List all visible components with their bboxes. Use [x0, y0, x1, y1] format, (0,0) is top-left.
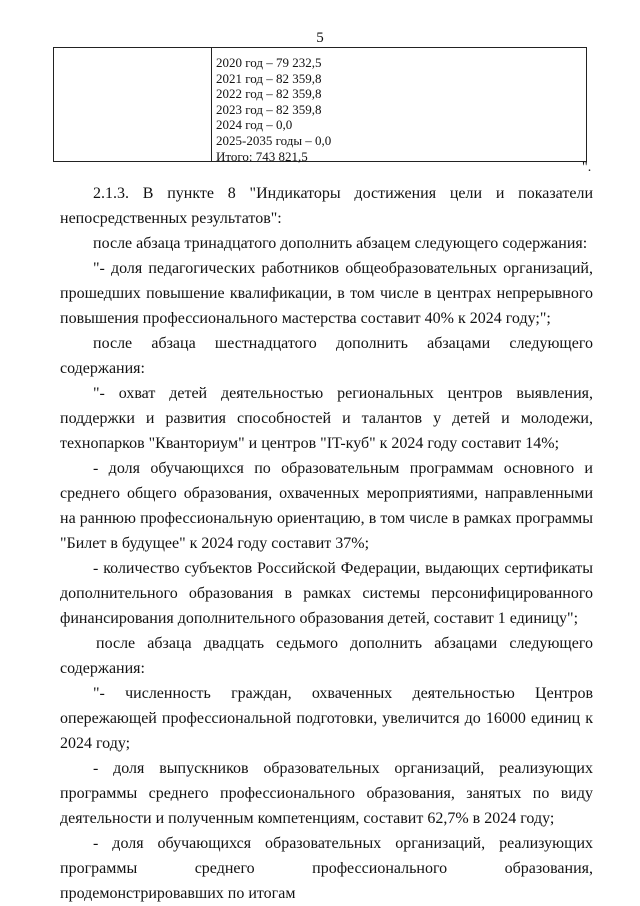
paragraph: - доля выпускников образовательных организаций, реализующих программы среднего профессионального образования, занятых по виду деятельности и полученным компетенциям, составит 62,7% в 2024 году; [60, 760, 593, 827]
funding-line: 2022 год – 82 359,8 [216, 86, 322, 102]
budget-table [53, 47, 587, 162]
table-funding-cell [212, 48, 586, 164]
body-text [60, 181, 593, 906]
paragraph: - доля обучающихся по образовательным программам основного и среднего общего образования, охваченных мероприятиями, направленными на раннюю профессиональную ориентацию, в том числе в рамках программы "Билет в будущее" к 2024 году составит 37%; [60, 460, 593, 552]
paragraph: после абзаца шестнадцатого дополнить абзацами следующего содержания: [60, 335, 593, 377]
funding-total: Итого: 743 821,5 [216, 148, 308, 164]
page-number: 5 [316, 30, 324, 46]
paragraph: "- охват детей деятельностью региональных центров выявления, поддержки и развития способностей и талантов у детей и молодежи, технопарков "Кванториум" и центров "IT-куб" к 2024 году составит 14%; [60, 385, 593, 452]
funding-line: 2023 год – 82 359,8 [216, 101, 322, 117]
paragraph: - количество субъектов Российской Федерации, выдающих сертификаты дополнительного образования в рамках системы персонифицированного финансирования дополнительного образования детей, составит 1 единицу"; [60, 560, 593, 627]
paragraph: "- доля педагогических работников общеобразовательных организаций, прошедших повышение квалификации, в том числе в центрах непрерывного повышения профессионального мастерства составит 40% к 2024 году;"; [60, 260, 593, 327]
funding-line: 2025-2035 годы – 0,0 [216, 132, 332, 148]
paragraph: после абзаца двадцать седьмого дополнить абзацами следующего содержания: [60, 635, 593, 677]
funding-line: 2021 год – 82 359,8 [216, 70, 322, 86]
paragraph: - доля обучающихся образовательных организаций, реализующих программы среднего профессионального образования, продемонстрировавших по итогам [60, 835, 593, 902]
paragraph: "- численность граждан, охваченных деятельностью Центров опережающей профессиональной подготовки, увеличится до 16000 единиц к 2024 году; [60, 685, 593, 752]
paragraph: после абзаца тринадцатого дополнить абзацем следующего содержания: [93, 235, 588, 252]
paragraph: 2.1.3. В пункте 8 "Индикаторы достижения цели и показатели непосредственных результатов": [60, 185, 593, 227]
funding-line: 2020 год – 79 232,5 [216, 55, 322, 70]
funding-line: 2024 год – 0,0 [216, 117, 293, 133]
table-empty-cell [54, 48, 212, 161]
closing-quote-mark: ". [582, 160, 592, 175]
